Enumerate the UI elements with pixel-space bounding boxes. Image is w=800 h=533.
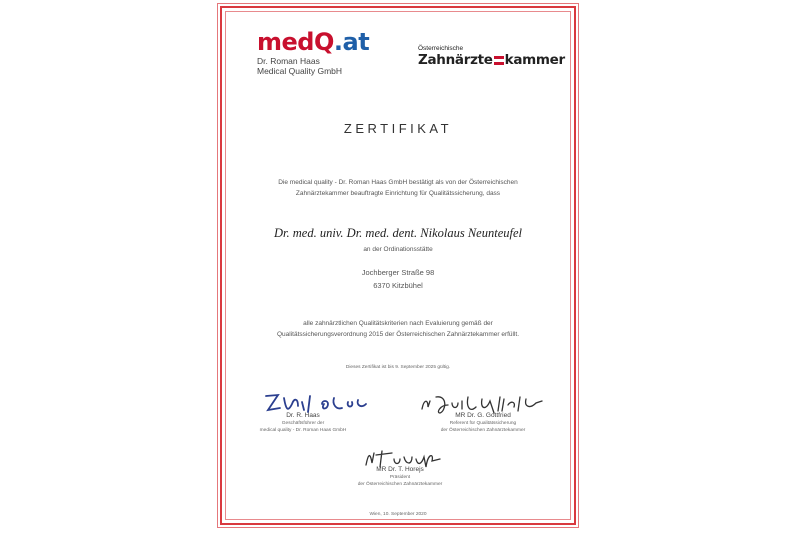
signatory-gottfried-role1: Referent für Qualitätssicherung	[449, 421, 517, 426]
signatory-horejs-role1: Präsident	[389, 475, 411, 480]
zk-word1: Zahnärzte	[418, 52, 493, 68]
medq-wordmark-part1: medQ	[257, 28, 334, 56]
signatory-haas-role2: medical quality - Dr. Roman Haas GmbH	[259, 428, 347, 433]
certificate-title: ZERTIFIKAT	[343, 121, 453, 136]
medq-logo	[257, 30, 369, 76]
certificate-document	[220, 6, 576, 525]
medq-wordmark	[257, 30, 369, 54]
address-city: 6370 Kitzbühel	[373, 281, 423, 290]
signatory-gottfried	[408, 412, 558, 434]
intro-line-1: Die medical quality - Dr. Roman Haas GmbH bestätigt als von der Österreichischen	[278, 179, 518, 186]
signatory-gottfried-name: MR Dr. G. Gottfried	[455, 412, 511, 419]
signatory-horejs-name: MR Dr. T. Horejs	[376, 466, 424, 473]
place-date: Wien, 10. September 2020	[369, 512, 427, 517]
validity-note: Dieses Zertifikat ist bis 9. September 2025 gültig.	[345, 365, 451, 370]
austria-flag-icon	[494, 56, 504, 65]
zahnaerztekammer-logo	[418, 45, 565, 68]
address-street: Jochberger Straße 98	[361, 268, 435, 277]
recipient-name: Dr. med. univ. Dr. med. dent. Nikolaus Neunteufel	[274, 226, 522, 240]
medq-logo-line2: Medical Quality GmbH	[257, 66, 343, 76]
signatory-haas-name: Dr. R. Haas	[286, 412, 320, 419]
signatory-horejs-role2: der Österreichischen Zahnärztekammer	[357, 482, 443, 487]
medq-wordmark-part2: .at	[333, 28, 370, 56]
zk-logo-top: Österreichische	[418, 45, 464, 52]
criteria-line-2: Qualitätssicherungsverordnung 2015 der Österreichischen Zahnärztekammer erfüllt.	[276, 331, 520, 338]
medq-logo-line1: Dr. Roman Haas	[257, 56, 320, 66]
signatory-haas	[238, 412, 368, 434]
criteria-line-1: alle zahnärztlichen Qualitätskriterien nach Evaluierung gemäß der	[303, 320, 493, 327]
intro-line-2: Zahnärztekammer beauftragte Einrichtung für Qualitätssicherung, dass	[295, 190, 501, 197]
zk-word2: kammer	[504, 52, 565, 68]
signatory-horejs	[315, 466, 485, 488]
signatory-gottfried-role2: der Österreichischen Zahnärztekammer	[440, 428, 526, 433]
zk-wordmark	[418, 53, 565, 68]
practice-label: an der Ordinationsstätte	[363, 246, 433, 253]
signatory-haas-role1: Geschäftsführer der	[281, 421, 325, 426]
